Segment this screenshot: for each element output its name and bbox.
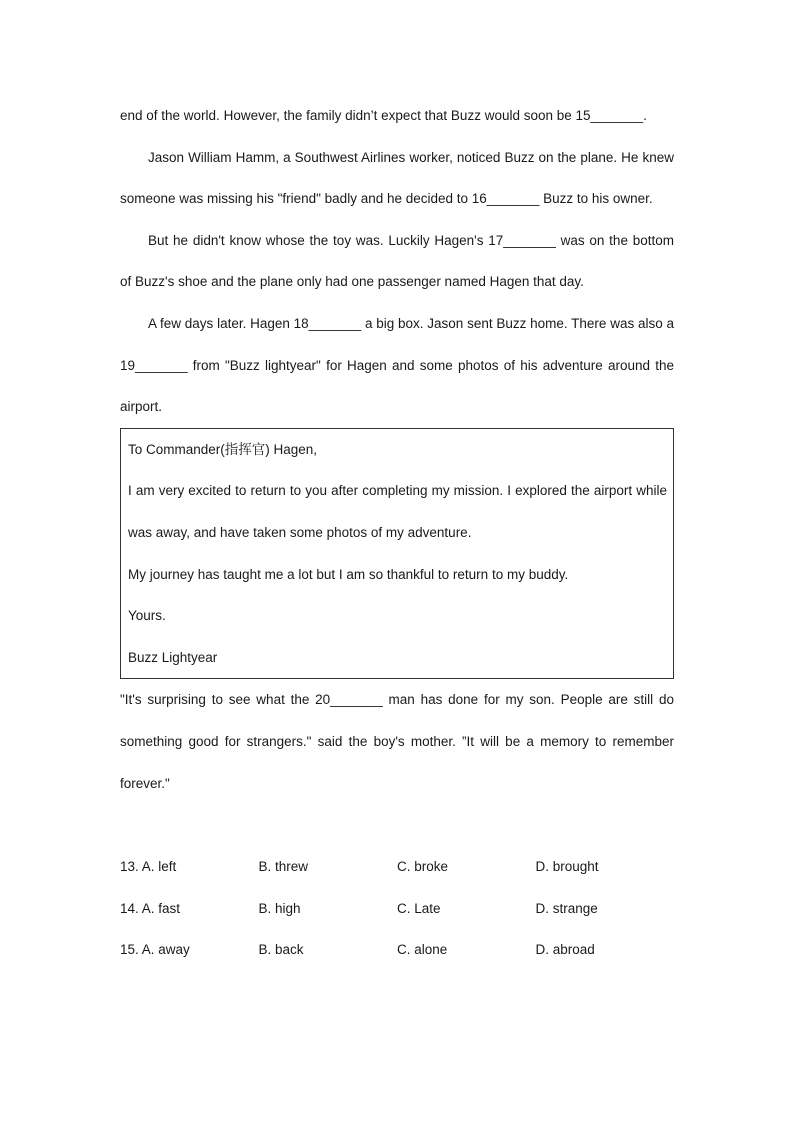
letter-signature: Buzz Lightyear — [128, 649, 218, 665]
option-d: D. brought — [535, 858, 599, 874]
letter-body-2: My journey has taught me a lot but I am so thankful to return to my buddy. — [128, 566, 569, 582]
question-options — [120, 846, 674, 971]
option-a: 15. A. away — [120, 942, 190, 958]
letter-body-1: I am very excited to return to you after completing my mission. I explored the airport while was away, and have taken some photos of my adventure. — [128, 483, 667, 540]
option-b: B. high — [258, 900, 301, 916]
question-row-14 — [120, 887, 674, 929]
option-c: C. alone — [397, 942, 448, 958]
letter-box — [120, 428, 674, 680]
option-b: B. back — [258, 942, 304, 958]
passage-paragraph-1: end of the world. However, the family didn’t expect that Buzz would soon be 15_______. — [120, 108, 647, 123]
document-content — [120, 95, 674, 970]
option-c: C. broke — [397, 858, 449, 874]
option-d: D. strange — [535, 900, 598, 916]
passage-paragraph-3: But he didn't know whose the toy was. Luckily Hagen's 17_______ was on the bottom of Buzz's shoe and the plane only had one passenger named Hagen that day. — [120, 232, 674, 290]
passage-paragraph-5: "It's surprising to see what the 20_______ man has done for my son. People are still do something good for strangers." said the boy's mother. ”It will be a memory to remember forever." — [120, 692, 674, 791]
question-row-15 — [120, 929, 674, 971]
blank-line — [120, 804, 674, 846]
option-b: B. threw — [258, 858, 309, 874]
question-row-13 — [120, 846, 674, 888]
letter-greeting: To Commander(指挥官) Hagen, — [128, 441, 318, 457]
letter-closing: Yours. — [128, 608, 166, 624]
option-c: C. Late — [397, 900, 441, 916]
option-d: D. abroad — [535, 942, 595, 958]
passage-paragraph-4: A few days later. Hagen 18_______ a big box. Jason sent Buzz home. There was also a 19_______ from "Buzz lightyear" for Hagen and some photos of his adventure around the airport. — [120, 315, 674, 415]
passage-paragraph-2: Jason William Hamm, a Southwest Airlines worker, noticed Buzz on the plane. He knew someone was missing his "friend" badly and he decided to 16_______ Buzz to his owner. — [120, 149, 674, 207]
option-a: 14. A. fast — [120, 900, 181, 916]
option-a: 13. A. left — [120, 858, 177, 874]
